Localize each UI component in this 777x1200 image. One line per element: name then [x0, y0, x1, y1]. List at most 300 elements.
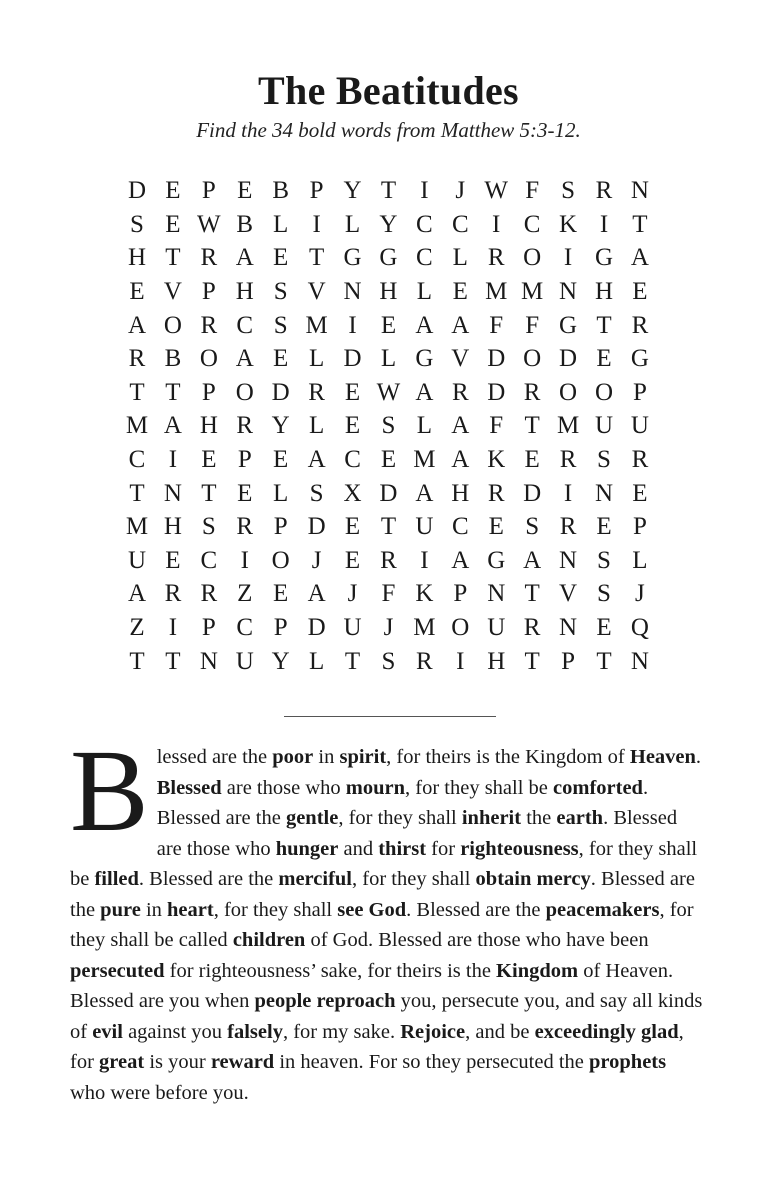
grid-letter[interactable]: E [273, 345, 289, 373]
grid-letter[interactable]: S [201, 513, 216, 541]
grid-letter[interactable]: T [524, 580, 540, 608]
grid-letter[interactable]: S [309, 479, 324, 507]
grid-letter[interactable]: Y [379, 210, 398, 238]
grid-letter[interactable]: P [201, 278, 216, 306]
grid-letter[interactable]: L [273, 210, 289, 238]
bold-word: see God [337, 898, 407, 921]
grid-letter[interactable]: N [630, 647, 649, 675]
grid-letter[interactable]: P [201, 614, 216, 642]
bold-word: falsely [227, 1020, 283, 1043]
bold-word: reward [210, 1051, 275, 1073]
grid-letter[interactable]: I [563, 479, 573, 507]
grid-letter[interactable]: R [380, 546, 397, 574]
grid-letter[interactable]: N [630, 177, 649, 205]
grid-letter[interactable]: Q [630, 614, 649, 642]
grid-letter[interactable]: G [379, 244, 398, 272]
grid-letter[interactable]: R [308, 378, 325, 406]
grid-letter[interactable]: G [630, 345, 649, 373]
grid-letter[interactable]: L [308, 412, 325, 440]
grid-letter[interactable]: E [596, 513, 612, 541]
grid-letter[interactable]: U [415, 513, 434, 541]
grid-letter[interactable]: A [127, 580, 147, 608]
grid-letter[interactable]: E [273, 244, 289, 272]
passage-text: of Heaven. Blessed are you when [70, 959, 674, 1012]
grid-letter[interactable]: B [236, 210, 254, 238]
grid-row [125, 644, 652, 678]
grid-letter[interactable]: V [451, 345, 470, 373]
grid-letter[interactable]: D [379, 479, 398, 507]
instructions-subtitle: Find the 34 bold words from Matthew 5:3-12. [196, 118, 581, 142]
grid-letter[interactable]: W [197, 210, 221, 238]
grid-letter[interactable]: E [165, 177, 181, 205]
passage-text: , for they shall be called [70, 898, 694, 951]
passage-text: . Blessed are the [156, 776, 649, 829]
grid-letter[interactable]: L [380, 345, 397, 373]
grid-letter[interactable]: U [343, 614, 362, 642]
grid-letter[interactable]: O [199, 345, 218, 373]
grid-letter[interactable]: Y [271, 412, 290, 440]
grid-letter[interactable]: D [343, 345, 362, 373]
grid-letter[interactable]: S [381, 647, 396, 675]
grid-letter[interactable]: H [235, 278, 254, 306]
grid-letter[interactable]: H [199, 412, 218, 440]
grid-letter[interactable]: U [487, 614, 506, 642]
grid-letter[interactable]: J [383, 614, 394, 642]
scripture-passage [70, 725, 704, 1108]
grid-letter[interactable]: N [594, 479, 614, 507]
grid-letter[interactable]: P [273, 513, 288, 541]
grid-row [125, 577, 652, 611]
grid-letter[interactable]: G [559, 311, 578, 339]
grid-letter[interactable]: L [273, 479, 289, 507]
grid-letter[interactable]: E [524, 446, 540, 474]
grid-letter[interactable]: H [127, 244, 147, 272]
grid-row [125, 308, 652, 342]
bold-word: Rejoice [400, 1020, 466, 1043]
grid-letter[interactable]: T [344, 647, 361, 675]
passage-text: . [695, 746, 702, 768]
grid-letter[interactable]: I [420, 177, 429, 205]
grid-letter[interactable]: H [163, 513, 182, 541]
bold-word: exceedingly glad [534, 1020, 679, 1043]
bold-word: Heaven [629, 746, 696, 768]
grid-letter[interactable]: O [523, 345, 542, 373]
grid-letter[interactable]: C [128, 446, 146, 474]
grid-letter[interactable]: A [235, 244, 254, 272]
grid-letter[interactable]: J [635, 580, 645, 608]
grid-letter[interactable]: Y [343, 177, 362, 205]
grid-row [125, 510, 652, 544]
passage-text: for righteousness’ sake, for theirs is the [164, 959, 497, 982]
grid-letter[interactable]: A [163, 412, 182, 440]
grid-letter[interactable]: R [200, 311, 218, 339]
grid-letter[interactable]: R [631, 311, 649, 339]
grid-letter[interactable]: A [415, 378, 434, 406]
grid-letter[interactable]: L [308, 647, 325, 675]
grid-letter[interactable]: I [492, 210, 501, 238]
grid-letter[interactable]: A [451, 446, 470, 474]
grid-letter[interactable]: S [273, 311, 288, 339]
bold-word: Kingdom [496, 959, 579, 982]
grid-letter[interactable]: E [596, 614, 612, 642]
grid-letter[interactable]: S [561, 177, 576, 205]
grid-letter[interactable]: E [596, 345, 612, 373]
grid-letter[interactable]: E [165, 210, 181, 238]
grid-letter[interactable]: E [273, 580, 289, 608]
bold-word: earth [556, 807, 604, 829]
grid-letter[interactable]: E [632, 479, 648, 507]
page-title: The Beatitudes [258, 68, 519, 113]
grid-letter[interactable]: T [380, 177, 397, 205]
grid-letter[interactable]: T [380, 513, 397, 541]
passage-text: , for they shall be [405, 776, 554, 799]
grid-letter[interactable]: P [632, 378, 647, 406]
grid-letter[interactable]: Z [237, 580, 253, 608]
grid-letter[interactable]: J [311, 546, 322, 574]
grid-letter[interactable]: D [523, 479, 542, 507]
grid-letter[interactable]: S [273, 278, 288, 306]
bold-word: mourn [345, 776, 405, 799]
grid-letter[interactable]: E [380, 446, 397, 474]
passage-text: . Blessed are the [406, 898, 546, 921]
passage-text: and [338, 837, 379, 860]
grid-letter[interactable]: R [523, 378, 541, 406]
passage-text: are those who [221, 776, 346, 799]
grid-letter[interactable]: H [379, 278, 398, 306]
grid-letter[interactable]: D [487, 345, 506, 373]
passage-text: you, persecute you, and say all kinds of [70, 990, 703, 1043]
grid-letter[interactable]: O [235, 378, 254, 406]
grid-letter[interactable]: I [348, 311, 357, 339]
grid-letter[interactable]: F [381, 580, 396, 608]
grid-row [125, 376, 652, 410]
grid-letter[interactable]: E [380, 311, 397, 339]
grid-row [125, 544, 652, 578]
bold-word: obtain [475, 868, 532, 890]
grid-letter[interactable]: R [523, 614, 541, 642]
grid-letter[interactable]: E [452, 278, 468, 306]
grid-letter[interactable]: T [165, 244, 181, 272]
passage-text: lessed are the [156, 746, 273, 768]
grid-letter[interactable]: O [271, 546, 290, 574]
grid-letter[interactable]: N [559, 278, 578, 306]
grid-letter[interactable]: C [523, 210, 541, 238]
grid-letter[interactable]: R [200, 580, 218, 608]
bold-word: filled [94, 868, 139, 890]
grid-letter[interactable]: L [632, 546, 648, 574]
grid-letter[interactable]: S [525, 513, 540, 541]
grid-letter[interactable]: R [236, 412, 254, 440]
grid-letter[interactable]: E [344, 513, 361, 541]
grid-letter[interactable]: T [308, 244, 325, 272]
bold-word: gentle [285, 807, 339, 829]
grid-letter[interactable]: P [237, 446, 252, 474]
grid-letter[interactable]: R [559, 513, 577, 541]
grid-letter[interactable]: N [163, 479, 182, 507]
grid-letter[interactable]: E [488, 513, 504, 541]
passage-text: the [521, 807, 557, 829]
grid-letter[interactable]: Z [129, 614, 145, 642]
grid-letter[interactable]: F [489, 412, 504, 440]
grid-letter[interactable]: D [487, 378, 506, 406]
grid-letter[interactable]: J [455, 177, 466, 205]
grid-letter[interactable]: R [128, 345, 146, 373]
grid-letter[interactable]: I [312, 210, 321, 238]
grid-letter[interactable]: S [381, 412, 396, 440]
grid-letter[interactable]: W [484, 177, 509, 205]
grid-letter[interactable]: E [344, 378, 361, 406]
grid-letter[interactable]: T [129, 378, 145, 406]
grid-letter[interactable]: P [201, 378, 216, 406]
passage-text: in heaven. For so they persecuted the [274, 1051, 590, 1073]
bold-word: evil [92, 1020, 123, 1043]
passage-text: , for they shall [338, 807, 462, 829]
grid-letter[interactable]: G [487, 546, 506, 574]
grid-letter[interactable]: E [237, 479, 253, 507]
grid-letter[interactable]: T [165, 378, 181, 406]
passage-text: , for my sake. [282, 1020, 401, 1043]
grid-row [125, 443, 652, 477]
grid-letter[interactable]: T [596, 647, 612, 675]
grid-row [125, 409, 652, 443]
grid-letter[interactable]: O [163, 311, 182, 339]
grid-letter[interactable]: C [416, 244, 433, 272]
grid-letter[interactable]: N [343, 278, 362, 306]
grid-letter[interactable]: T [201, 479, 217, 507]
grid-row [125, 476, 652, 510]
grid-letter[interactable]: R [236, 513, 254, 541]
bold-word: hunger [275, 837, 339, 860]
grid-letter[interactable]: G [343, 244, 362, 272]
grid-row [125, 342, 652, 376]
grid-row [125, 241, 652, 275]
grid-letter[interactable]: I [563, 244, 573, 272]
grid-letter[interactable]: N [199, 647, 218, 675]
grid-letter[interactable]: G [415, 345, 434, 373]
grid-letter[interactable]: M [125, 412, 149, 440]
grid-letter[interactable]: V [559, 580, 578, 608]
grid-letter[interactable]: E [632, 278, 648, 306]
grid-letter[interactable]: R [416, 647, 433, 675]
grid-letter[interactable]: V [307, 278, 326, 306]
grid-letter[interactable]: D [127, 177, 147, 205]
grid-letter[interactable]: A [415, 479, 434, 507]
bold-word: poor [272, 746, 314, 768]
grid-letter[interactable]: I [240, 546, 249, 574]
grid-letter[interactable]: K [487, 446, 506, 474]
bold-word: Blessed [156, 776, 222, 799]
grid-letter[interactable]: S [597, 580, 611, 608]
grid-letter[interactable]: H [594, 278, 614, 306]
grid-letter[interactable]: D [271, 378, 290, 406]
grid-letter[interactable]: D [559, 345, 578, 373]
grid-letter[interactable]: J [347, 580, 358, 608]
grid-letter[interactable]: L [452, 244, 468, 272]
passage-text: of God. Blessed are those who have been [305, 929, 649, 951]
grid-letter[interactable]: L [308, 345, 325, 373]
grid-letter[interactable]: T [524, 412, 540, 440]
grid-letter[interactable]: T [129, 647, 145, 675]
grid-letter[interactable]: O [594, 378, 614, 406]
grid-letter[interactable]: A [127, 311, 147, 339]
passage-text: , for they shall [213, 898, 338, 921]
grid-letter[interactable]: M [413, 446, 436, 474]
grid-letter[interactable]: I [456, 647, 465, 675]
grid-letter[interactable]: B [164, 345, 182, 373]
grid-letter[interactable]: N [559, 614, 578, 642]
bold-word: comforted [553, 776, 643, 799]
grid-letter[interactable]: U [235, 647, 254, 675]
grid-letter[interactable]: L [416, 278, 433, 306]
grid-letter[interactable]: A [415, 311, 434, 339]
grid-letter[interactable]: U [127, 546, 147, 574]
grid-letter[interactable]: E [201, 446, 217, 474]
grid-letter[interactable]: E [165, 546, 181, 574]
grid-letter[interactable]: L [344, 210, 361, 238]
grid-letter[interactable]: D [307, 614, 326, 642]
passage-text: in [140, 898, 168, 921]
grid-letter[interactable]: H [487, 647, 506, 675]
bold-word: righteousness [460, 837, 579, 860]
bold-word: prophets [589, 1051, 667, 1073]
grid-letter[interactable]: O [451, 614, 470, 642]
divider [284, 716, 496, 717]
grid-letter[interactable]: T [632, 210, 648, 238]
bold-word: thirst [378, 837, 427, 860]
grid-letter[interactable]: R [487, 244, 505, 272]
passage-text: in [313, 746, 340, 768]
bold-word: inherit [461, 807, 522, 829]
grid-letter[interactable]: A [451, 546, 470, 574]
grid-letter[interactable]: E [344, 412, 361, 440]
grid-letter[interactable]: R [487, 479, 505, 507]
grid-letter[interactable]: K [415, 580, 434, 608]
grid-letter[interactable]: L [416, 412, 433, 440]
grid-letter[interactable]: I [168, 446, 178, 474]
grid-letter[interactable]: U [630, 412, 649, 440]
grid-letter[interactable]: P [309, 177, 324, 205]
bold-word: spirit [339, 746, 387, 768]
grid-letter[interactable]: R [164, 580, 182, 608]
grid-letter[interactable]: Y [271, 647, 290, 675]
grid-letter[interactable]: C [416, 210, 433, 238]
grid-letter[interactable]: T [129, 479, 145, 507]
grid-letter[interactable]: C [451, 210, 469, 238]
grid-letter[interactable]: S [130, 210, 144, 238]
grid-letter[interactable]: T [596, 311, 612, 339]
grid-letter[interactable]: E [237, 177, 253, 205]
grid-letter[interactable]: M [413, 614, 436, 642]
grid-letter[interactable]: P [201, 177, 216, 205]
grid-letter[interactable]: T [165, 647, 181, 675]
grid-letter[interactable]: F [525, 177, 540, 205]
grid-letter[interactable]: W [376, 378, 401, 406]
grid-row [125, 208, 652, 242]
bold-word: pure [100, 898, 141, 921]
grid-letter[interactable]: R [595, 177, 613, 205]
grid-letter[interactable]: N [487, 580, 506, 608]
grid-letter[interactable]: F [489, 311, 504, 339]
grid-letter[interactable]: K [559, 210, 578, 238]
grid-letter[interactable]: C [236, 311, 254, 339]
passage-text: for [426, 837, 461, 860]
grid-letter[interactable]: E [344, 546, 361, 574]
grid-letter[interactable]: I [168, 614, 178, 642]
passage-text: , for they shall be [70, 837, 698, 890]
passage-text: is your [144, 1051, 211, 1073]
grid-letter[interactable]: H [451, 479, 470, 507]
grid-letter[interactable]: M [485, 278, 508, 306]
grid-letter[interactable]: M [125, 513, 149, 541]
grid-letter[interactable]: A [523, 546, 542, 574]
grid-letter[interactable]: V [163, 278, 182, 306]
passage-text: against you [122, 1020, 228, 1043]
grid-letter[interactable]: M [521, 278, 544, 306]
grid-letter[interactable]: U [594, 412, 614, 440]
grid-letter[interactable]: P [561, 647, 576, 675]
grid-letter[interactable]: A [307, 580, 326, 608]
grid-letter[interactable]: G [594, 244, 614, 272]
passage-text: . Blessed are the [138, 868, 279, 890]
grid-row [125, 174, 652, 208]
grid-letter[interactable]: A [451, 412, 470, 440]
passage-text: , for they shall [352, 868, 476, 890]
grid-letter[interactable]: A [235, 345, 254, 373]
grid-letter[interactable]: A [630, 244, 649, 272]
grid-letter[interactable]: M [305, 311, 328, 339]
grid-letter[interactable]: R [631, 446, 649, 474]
grid-letter[interactable]: C [344, 446, 361, 474]
grid-letter[interactable]: P [453, 580, 468, 608]
grid-letter[interactable]: T [524, 647, 540, 675]
passage-text: , for [70, 1020, 684, 1073]
grid-letter[interactable]: P [632, 513, 647, 541]
passage-text: , and be [465, 1020, 535, 1043]
bold-word: children [232, 929, 306, 951]
grid-letter[interactable]: A [307, 446, 326, 474]
grid-letter[interactable]: O [559, 378, 578, 406]
grid-letter[interactable]: O [523, 244, 542, 272]
bold-word: merciful [278, 868, 352, 890]
grid-letter[interactable]: R [451, 378, 469, 406]
grid-letter[interactable]: D [307, 513, 326, 541]
passage-text: , for theirs is the Kingdom of [386, 746, 630, 768]
passage-text: . Blessed are those who [156, 807, 678, 860]
grid-letter[interactable]: R [559, 446, 577, 474]
grid-letter[interactable]: S [597, 546, 611, 574]
grid-letter[interactable]: E [273, 446, 289, 474]
grid-letter[interactable]: I [599, 210, 609, 238]
grid-letter[interactable]: B [272, 177, 290, 205]
word-search-grid [125, 174, 652, 678]
passage-text: who were before you. [70, 1081, 249, 1104]
bold-word: people [254, 990, 312, 1012]
grid-letter[interactable]: F [525, 311, 540, 339]
grid-letter[interactable]: A [451, 311, 470, 339]
grid-letter[interactable]: P [273, 614, 288, 642]
grid-letter[interactable]: C [200, 546, 218, 574]
grid-letter[interactable]: C [236, 614, 254, 642]
grid-letter[interactable]: C [451, 513, 469, 541]
grid-letter[interactable]: E [129, 278, 145, 306]
grid-letter[interactable]: I [420, 546, 429, 574]
grid-letter[interactable]: X [343, 479, 362, 507]
bold-word: persecuted [70, 959, 165, 982]
grid-letter[interactable]: M [556, 412, 580, 440]
grid-letter[interactable]: N [559, 546, 578, 574]
grid-letter[interactable]: R [200, 244, 218, 272]
grid-letter[interactable]: S [597, 446, 611, 474]
